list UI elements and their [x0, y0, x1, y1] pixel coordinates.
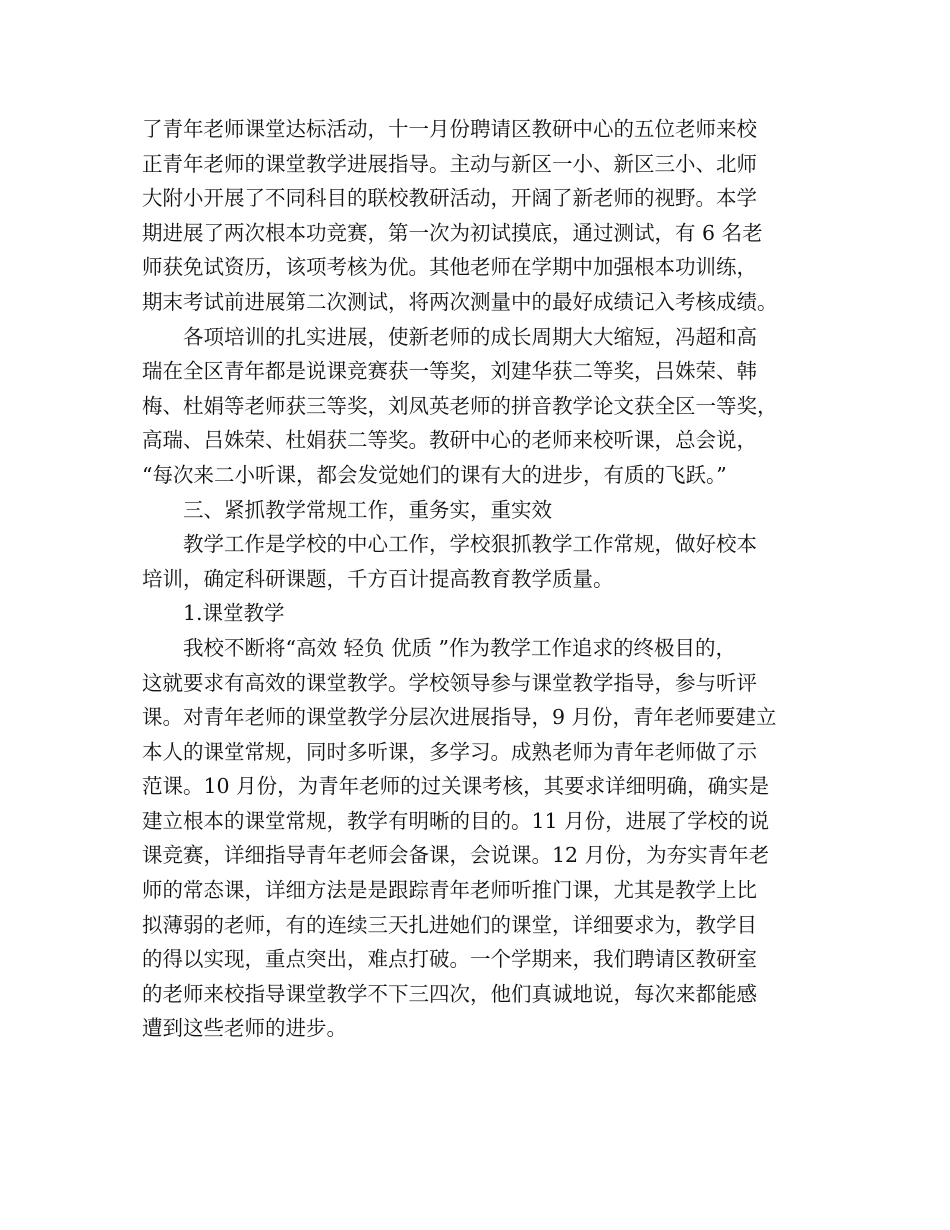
text-line: 课竞赛，详细指导青年老师会备课，会说课。12 月份，为夯实青年老 — [142, 843, 770, 868]
subsection-heading: 1.课堂教学 — [183, 601, 285, 626]
text-line: 高瑞、吕姝荣、杜娟获二等奖。教研中心的老师来校听课，总会说， — [142, 428, 757, 453]
text-line: 师的常态课，详细方法是是跟踪青年老师听推门课，尤其是教学上比 — [142, 878, 757, 903]
section-heading: 三、紧抓教学常规工作，重务实，重实效 — [183, 497, 552, 522]
text-line: 的老师来校指导课堂教学不下三四次，他们真诚地说，每次来都能感 — [142, 981, 757, 1006]
text-line: 这就要求有高效的课堂教学。学校领导参与课堂教学指导，参与听评 — [142, 670, 757, 695]
text-line: 大附小开展了不同科目的联校教研活动，开阔了新老师的视野。本学 — [142, 186, 757, 211]
text-line: 本人的课堂常规，同时多听课，多学习。成熟老师为青年老师做了示 — [142, 739, 757, 764]
text-line: 拟薄弱的老师，有的连续三天扎进她们的课堂，详细要求为，教学目 — [142, 912, 757, 937]
paragraph-first-line: 教学工作是学校的中心工作，学校狠抓教学工作常规，做好校本 — [183, 532, 757, 557]
paragraph-first-line: 各项培训的扎实进展，使新老师的成长周期大大缩短，冯超和高 — [183, 324, 757, 349]
text-line: 范课。10 月份，为青年老师的过关课考核，其要求详细明确，确实是 — [142, 774, 770, 799]
text-line: 培训，确定科研课题，千方百计提高教育教学质量。 — [142, 566, 614, 591]
body-text — [142, 112, 832, 1046]
text-line: 了青年老师课堂达标活动，十一月份聘请区教研中心的五位老师来校 — [142, 117, 757, 141]
text-line: 期末考试前进展第二次测试，将两次测量中的最好成绩记入考核成绩。 — [142, 289, 778, 314]
paragraph-first-line: 我校不断将“高效 轻负 优质 ”作为教学工作追求的终极目的， — [183, 635, 737, 660]
text-line: 遭到这些老师的进步。 — [142, 1016, 347, 1041]
text-line: 正青年老师的课堂教学进展指导。主动与新区一小、新区三小、北师 — [142, 151, 757, 176]
text-line: 建立根本的课堂常规，教学有明晰的目的。11 月份，进展了学校的说 — [142, 808, 770, 833]
text-line: 瑞在全区青年都是说课竞赛获一等奖，刘建华获二等奖，吕姝荣、韩 — [142, 359, 757, 384]
text-line: 期进展了两次根本功竞赛，第一次为初试摸底，通过测试，有 6 名老 — [142, 220, 763, 245]
text-line: 课。对青年老师的课堂教学分层次进展指导，9 月份，青年老师要建立 — [142, 705, 777, 730]
text-line: 师获免试资历，该项考核为优。其他老师在学期中加强根本功训练， — [142, 255, 757, 280]
text-line: 的得以实现，重点突出，难点打破。一个学期来，我们聘请区教研室 — [142, 947, 757, 972]
quote-line: “每次来二小听课，都会发觉她们的课有大的进步，有质的飞跃。” — [142, 462, 727, 487]
text-line: 梅、杜娟等老师获三等奖，刘凤英老师的拼音教学论文获全区一等奖， — [142, 393, 778, 418]
